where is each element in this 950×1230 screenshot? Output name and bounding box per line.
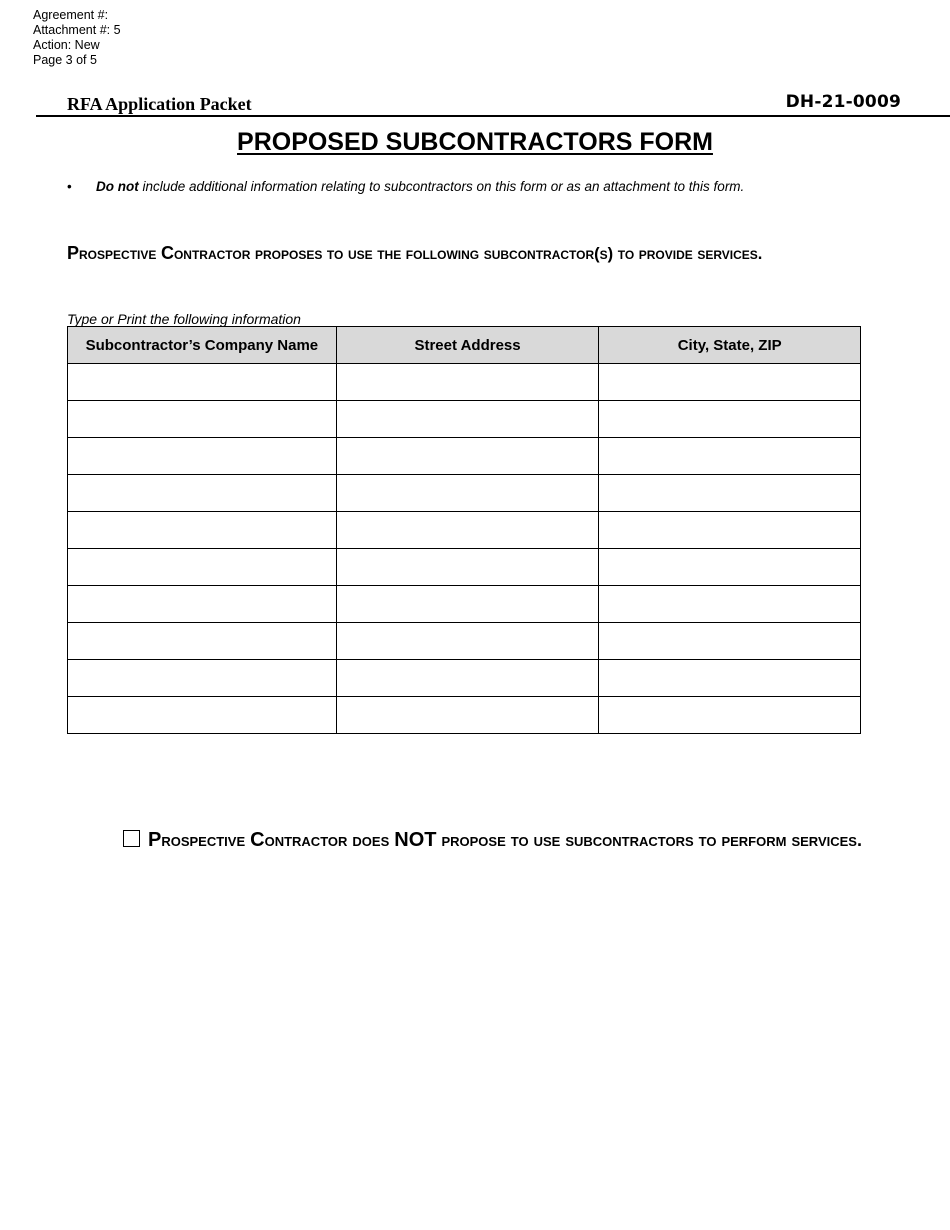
company-name-cell[interactable] [68,623,337,660]
company-name-cell[interactable] [68,512,337,549]
agreement-number: Agreement #: [33,8,109,22]
city-state-zip-cell[interactable] [599,438,861,475]
city-state-zip-cell[interactable] [599,401,861,438]
action-status: Action: New [33,38,100,52]
company-name-cell[interactable] [68,586,337,623]
city-state-zip-cell[interactable] [599,364,861,401]
section-heading [67,242,847,265]
table-row [68,364,861,401]
company-name-cell[interactable] [68,549,337,586]
column-header-street: Street Address [336,327,599,364]
page-title-text: PROPOSED SUBCONTRACTORS FORM [237,128,713,156]
option-cap-c: C [250,829,265,851]
option-part-3: propose to use subcontractors to perform services. [436,830,862,850]
instruction-bullet [67,179,744,194]
street-address-cell[interactable] [336,364,599,401]
city-state-zip-cell[interactable] [599,660,861,697]
company-name-cell[interactable] [68,438,337,475]
attachment-number: Attachment #: 5 [33,23,121,37]
header-divider [36,115,950,117]
column-header-company: Subcontractor’s Company Name [68,327,337,364]
company-name-cell[interactable] [68,364,337,401]
city-state-zip-cell[interactable] [599,475,861,512]
street-address-cell[interactable] [336,512,599,549]
no-subcontractors-checkbox[interactable] [123,830,140,847]
subcontractors-table [67,326,861,734]
city-state-zip-cell[interactable] [599,586,861,623]
city-state-zip-cell[interactable] [599,697,861,734]
street-address-cell[interactable] [336,697,599,734]
city-state-zip-cell[interactable] [599,623,861,660]
heading-cap-c: C [160,243,174,263]
company-name-cell[interactable] [68,660,337,697]
company-name-cell[interactable] [68,401,337,438]
option-cap-p: P [148,829,162,851]
table-row [68,401,861,438]
bullet-emphasis: Do not [96,179,139,194]
packet-title: RFA Application Packet [67,94,252,114]
bullet-marker: • [67,179,72,194]
street-address-cell[interactable] [336,401,599,438]
no-subcontractors-option [123,826,883,854]
heading-cap-p: P [67,243,80,263]
table-header-row [68,327,861,364]
street-address-cell[interactable] [336,438,599,475]
street-address-cell[interactable] [336,623,599,660]
page-title [0,128,950,157]
city-state-zip-cell[interactable] [599,549,861,586]
street-address-cell[interactable] [336,475,599,512]
table-row [68,512,861,549]
table-row [68,438,861,475]
street-address-cell[interactable] [336,586,599,623]
table-row [68,660,861,697]
street-address-cell[interactable] [336,660,599,697]
table-row [68,586,861,623]
city-state-zip-cell[interactable] [599,512,861,549]
table-row [68,697,861,734]
option-not-emphasis: NOT [394,829,437,851]
column-header-city-state-zip: City, State, ZIP [599,327,861,364]
heading-part-2: ontractor proposes to use the following subcontractor(s) to provide services. [173,245,763,263]
page-number: Page 3 of 5 [33,53,97,67]
company-name-cell[interactable] [68,475,337,512]
company-name-cell[interactable] [68,697,337,734]
bullet-text: include additional information relating to subcontractors on this form or as an attachment to this form. [138,179,745,194]
street-address-cell[interactable] [336,549,599,586]
document-id: DH-21-0009 [785,92,901,112]
table-row [68,475,861,512]
option-part-2: ontractor does [264,830,395,850]
table-row [68,623,861,660]
table-row [68,549,861,586]
option-part-1: rospective [161,830,251,850]
heading-part-1: rospective [79,245,161,263]
table-instruction: Type or Print the following information [67,311,301,327]
document-meta [33,8,121,68]
